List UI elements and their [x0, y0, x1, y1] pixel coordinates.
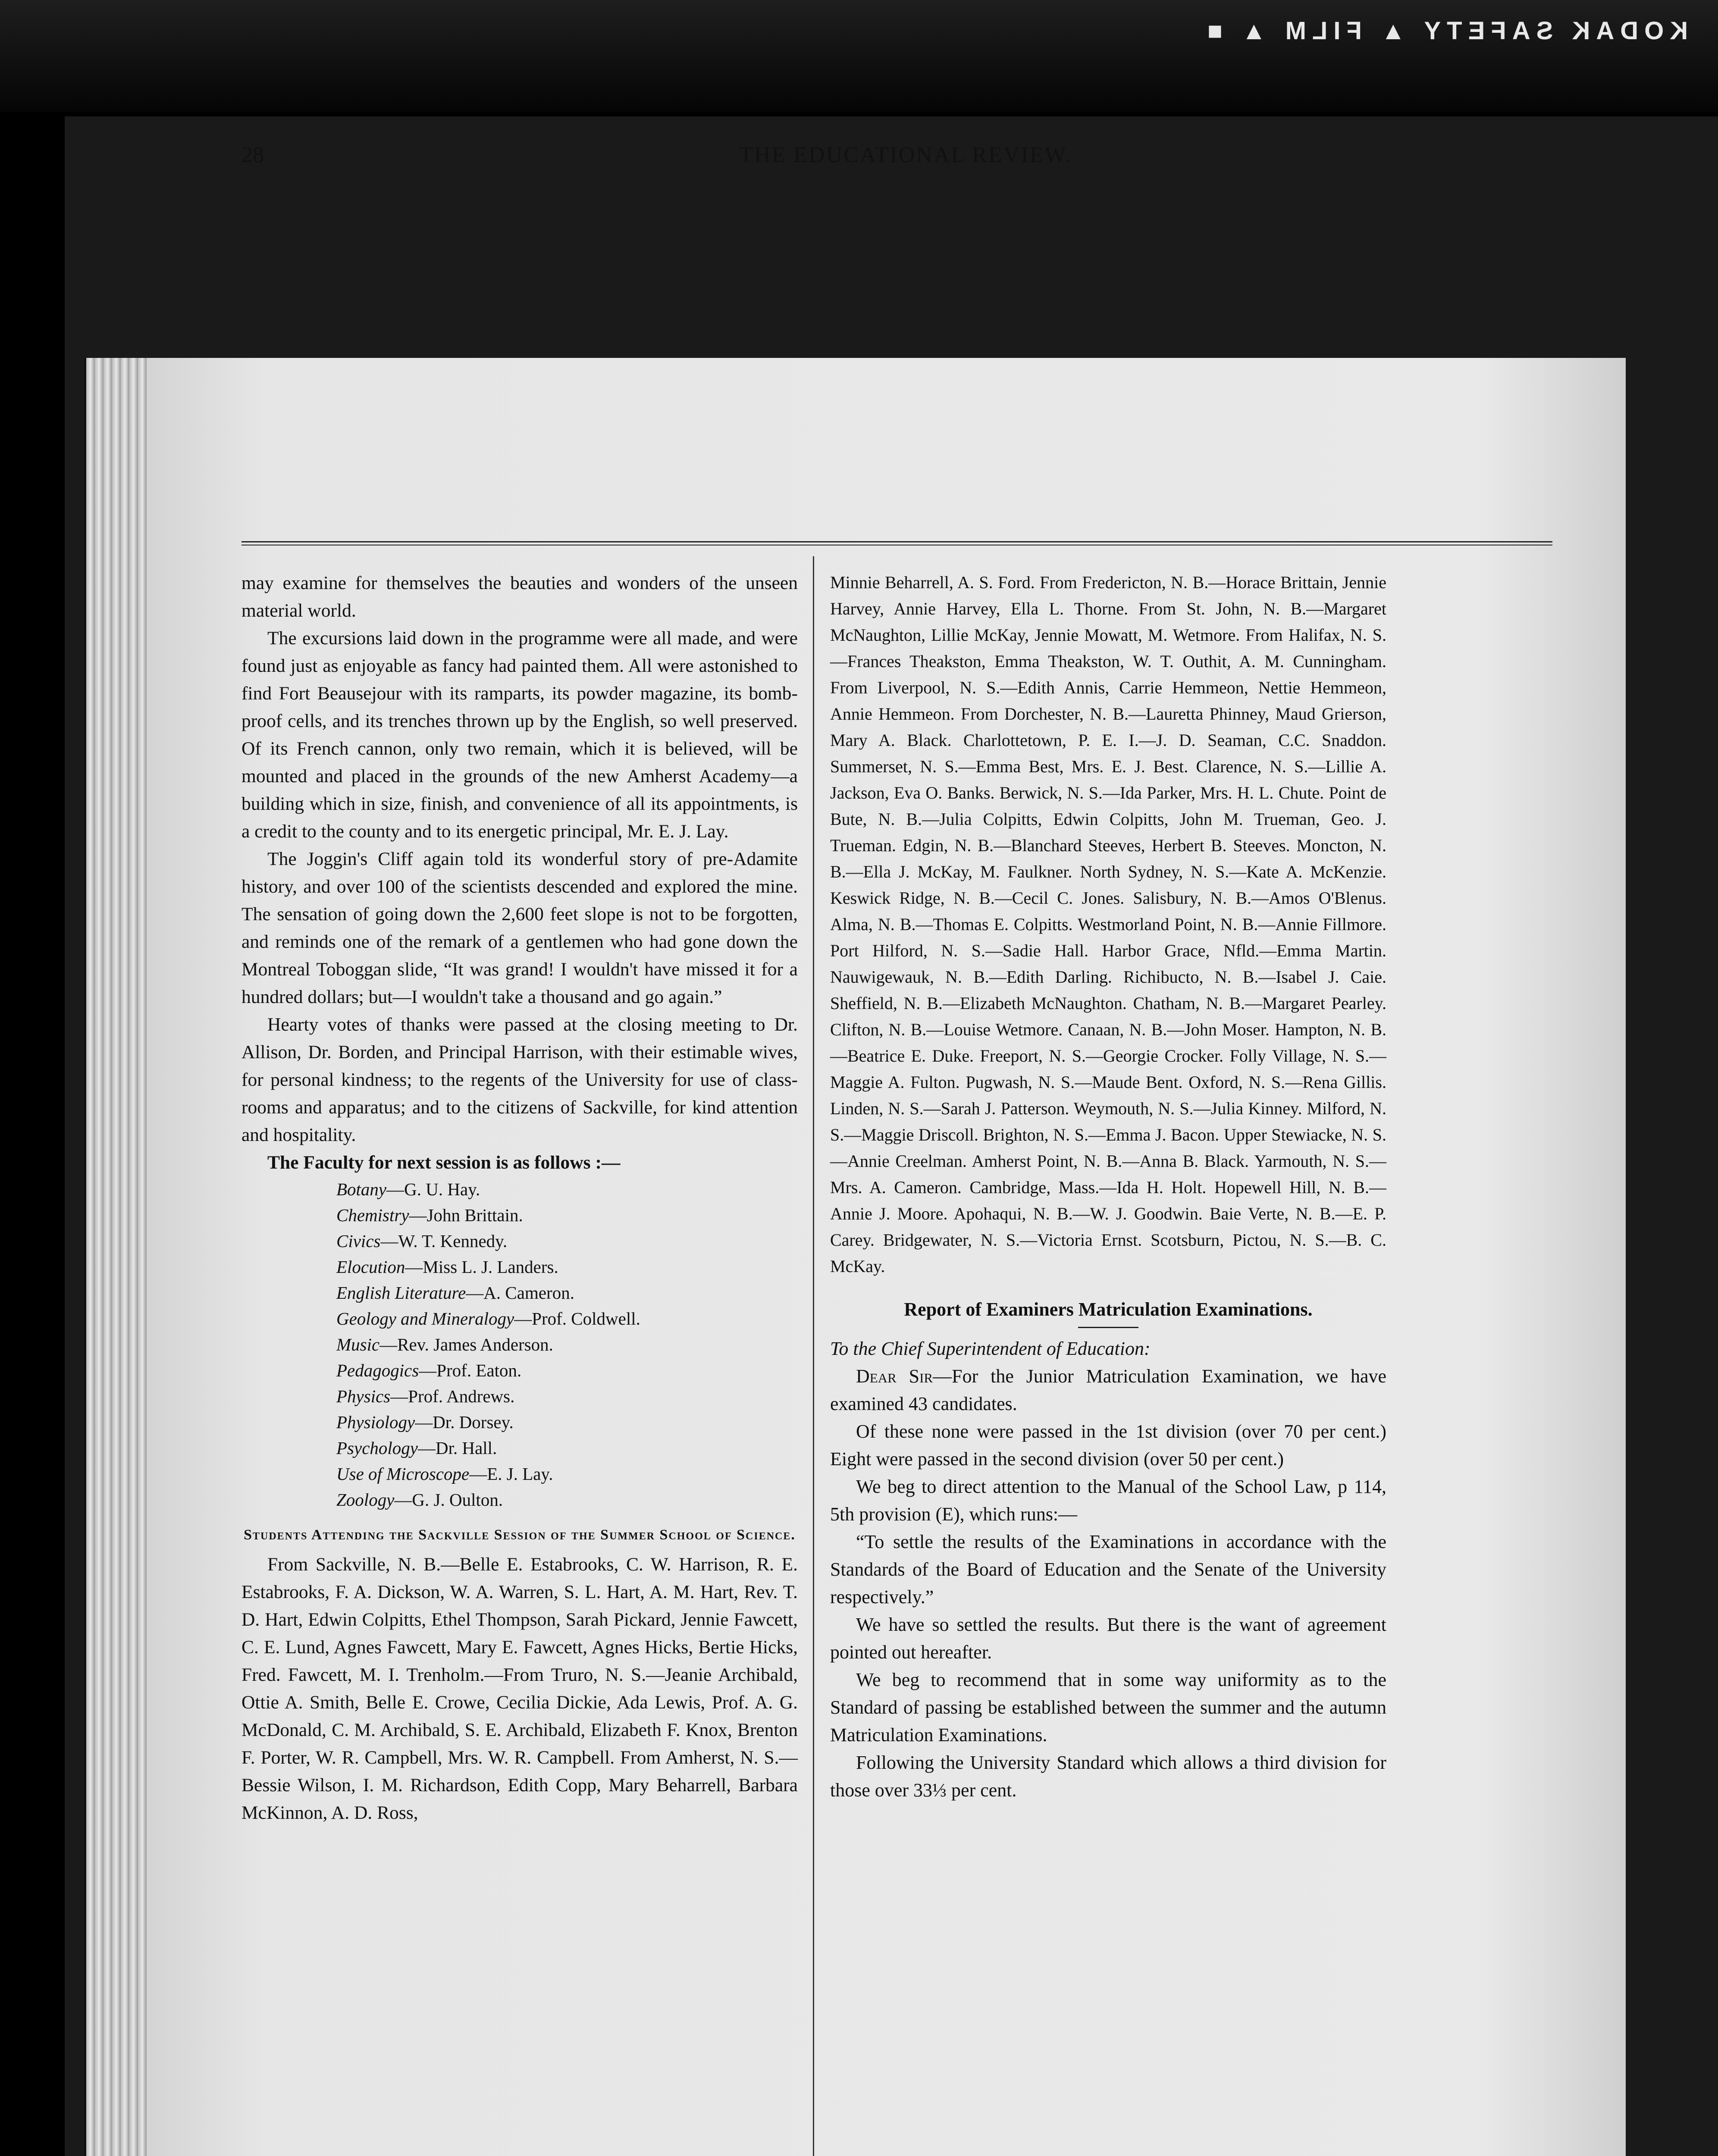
- faculty-title: The Faculty for next session is as follows :—: [267, 1152, 621, 1173]
- faculty-teacher: —Prof. Coldwell.: [514, 1309, 640, 1329]
- faculty-teacher: —A. Cameron.: [466, 1283, 574, 1303]
- faculty-subject: Psychology: [336, 1438, 418, 1458]
- film-edge-text: KODAK SAFETY ▲ FILM ▲ ■: [1201, 17, 1688, 45]
- report-paragraph: Following the University Standard which allows a third division for those over 33⅓ per cent.: [830, 1752, 1386, 1801]
- faculty-item: [336, 1357, 798, 1383]
- report-paragraph: We have so settled the results. But there is the want of agreement pointed out hereafter.: [830, 1614, 1386, 1663]
- faculty-teacher: —G. U. Hay.: [386, 1179, 480, 1199]
- faculty-subject: Zoology: [336, 1490, 395, 1510]
- faculty-teacher: —Rev. James Anderson.: [379, 1335, 553, 1354]
- running-title: THE EDUCATIONAL REVIEW.: [739, 143, 1072, 167]
- faculty-subject: Botany: [336, 1179, 387, 1199]
- report-paragraph: We beg to recommend that in some way uniformity as to the Standard of passing be established between the summer and the autumn Matriculation Examinations.: [830, 1669, 1386, 1745]
- faculty-subject: Civics: [336, 1231, 381, 1251]
- faculty-subject: Pedagogics: [336, 1360, 419, 1380]
- faculty-subject: Elocution: [336, 1257, 405, 1277]
- faculty-item: [336, 1176, 798, 1202]
- paragraph: Hearty votes of thanks were passed at the closing meeting to Dr. Allison, Dr. Borden, and Principal Harrison, with their estimable wives, for personal kindness; to the regents of the University for use of class-rooms and apparatus; and to the citizens of Sackville, for kind attention and hospitality.: [241, 1014, 798, 1145]
- faculty-teacher: —Miss L. J. Landers.: [405, 1257, 558, 1277]
- faculty-item: [336, 1383, 798, 1409]
- faculty-item: [336, 1306, 798, 1332]
- students-heading: Students Attending the Sackville Session of the Summer School of Science.: [244, 1527, 796, 1543]
- faculty-subject: Music: [336, 1335, 380, 1354]
- faculty-subject: Geology and Mineralogy: [336, 1309, 514, 1329]
- heading-rule: [1078, 1327, 1138, 1328]
- left-column: [241, 569, 798, 1827]
- page-header: [241, 142, 1570, 181]
- faculty-teacher: —E. J. Lay.: [469, 1464, 553, 1484]
- report-paragraph: Of these none were passed in the 1st division (over 70 per cent.) Eight were passed in the second division (over 50 per cent.): [830, 1421, 1386, 1470]
- faculty-item: [336, 1228, 798, 1254]
- faculty-item: [336, 1487, 798, 1513]
- greeting-rest: —For the Junior Matriculation Examination, we have examined 43 candidates.: [830, 1366, 1387, 1414]
- faculty-item: [336, 1254, 798, 1280]
- report-paragraph: “To settle the results of the Examinations in accordance with the Standards of the Board of Education and the Senate of the University respectively.”: [830, 1531, 1386, 1608]
- students-continued: Minnie Beharrell, A. S. Ford. From Fredericton, N. B.—Horace Brittain, Jennie Harvey, Annie Harvey, Ella L. Thorne. From St. John, N. B.—Margaret McNaughton, Lillie McKay, Jennie Mowatt, M. Wetmore. From Halifax, N. S.—Frances Theakston, Emma Theakston, W. T. Outhit, A. M. Cunningham. From Liverpool, N. S.—Edith Annis, Carrie Hemmeon, Nettie Hemmeon, Annie Hemmeon. From Dorchester, N. B.—Lauretta Phinney, Maud Grierson, Mary A. Black. Charlottetown, P. E. I.—J. D. Seaman, C.C. Snaddon. Summerset, N. S.—Emma Best, Mrs. E. J. Best. Clarence, N. S.—Lillie A. Jackson, Eva O. Banks. Berwick, N. S.—Ida Parker, Mrs. H. L. Chute. Point de Bute, N. B.—Julia Colpitts, Edwin Colpitts, John M. Trueman, Geo. J. Trueman. Edgin, N. B.—Blanchard Steeves, Herbert B. Steeves. Moncton, N. B.—Ella J. McKay, M. Faulkner. North Sydney, N. S.—Kate A. McKenzie. Keswick Ridge, N. B.—Cecil C. Jones. Salisbury, N. B.—Amos O'Blenus. Alma, N. B.—Thomas E. Colpitts. Westmorland Point, N. B.—Annie Fillmore. Port Hilford, N. S.—Sadie Hall. Harbor Grace, Nfld.—Emma Martin. Nauwigewauk, N. B.—Edith Darling. Richibucto, N. B.—Isabel J. Caie. Sheffield, N. B.—Elizabeth McNaughton. Chatham, N. B.—Margaret Pearley. Clifton, N. B.—Louise Wetmore. Canaan, N. B.—John Moser. Hampton, N. B.—Beatrice E. Duke. Freeport, N. S.—Georgie Crocker. Folly Village, N. S.—Maggie A. Fulton. Pugwash, N. S.—Maude Bent. Oxford, N. S.—Rena Gillis. Linden, N. S.—Sarah J. Patterson. Weymouth, N. S.—Julia Kinney. Milford, N. S.—Maggie Driscoll. Brighton, N. S.—Emma J. Bacon. Upper Stewiacke, N. S.—Annie Creelman. Amherst Point, N. B.—Anna B. Black. Yarmouth, N. S.—Mrs. A. Cameron. Cambridge, Mass.—Ida H. Holt. Hopewell Hill, N. B.—Annie J. Moore. Apohaqui, N. B.—W. J. Goodwin. Baie Verte, N. B.—E. P. Carey. Bridgewater, N. S.—Victoria Ernst. Scotsburn, Pictou, N. S.—B. C. McKay.: [830, 573, 1386, 1276]
- faculty-teacher: —W. T. Kennedy.: [380, 1231, 508, 1251]
- right-column: [830, 569, 1386, 1804]
- report-paragraph: We beg to direct attention to the Manual of the School Law, p 114, 5th provision (E), which runs:—: [830, 1476, 1386, 1525]
- report-address: To the Chief Superintendent of Education:: [830, 1338, 1151, 1359]
- paragraph: The excursions laid down in the programme were all made, and were found just as enjoyable as fancy had painted them. All were astonished to find Fort Beausejour with its ramparts, its powder magazine, its bomb-proof cells, and its trenches thrown up by the English, so well preserved. Of its French cannon, only two remain, which it is believed, will be mounted and placed in the grounds of the new Amherst Academy—a building which in size, finish, and convenience of all its appointments, is a credit to the county and to its energetic principal, Mr. E. J. Lay.: [241, 628, 798, 842]
- column-divider: [813, 556, 814, 2156]
- faculty-item: [336, 1202, 798, 1228]
- faculty-subject: Use of Microscope: [336, 1464, 470, 1484]
- faculty-teacher: —Dr. Hall.: [417, 1438, 497, 1458]
- faculty-item: [336, 1409, 798, 1435]
- faculty-teacher: —John Brittain.: [409, 1205, 523, 1225]
- faculty-subject: English Literature: [336, 1283, 466, 1303]
- students-text: From Sackville, N. B.—Belle E. Estabrooks, C. W. Harrison, R. E. Estabrooks, F. A. Dickson, W. A. Warren, S. L. Hart, A. M. Hart, Rev. T. D. Hart, Edwin Colpitts, Ethel Thompson, Sarah Pickard, Jennie Fawcett, C. E. Lund, Agnes Fawcett, Mary E. Fawcett, Agnes Hicks, Bertie Hicks, Fred. Fawcett, M. I. Trenholm.—From Truro, N. S.—Jeanie Archibald, Ottie A. Smith, Belle E. Crowe, Cecilia Dickie, Ada Lewis, Prof. A. G. McDonald, C. M. Archibald, S. E. Archibald, Elizabeth F. Knox, Brenton F. Porter, W. R. Campbell, Mrs. W. R. Campbell. From Amherst, N. S.—Bessie Wilson, I. M. Richardson, Edith Copp, Mary Beharrell, Barbara McKinnon, A. D. Ross,: [241, 1554, 798, 1823]
- report-body: [830, 1335, 1386, 1804]
- faculty-item: [336, 1435, 798, 1461]
- faculty-item: [336, 1332, 798, 1357]
- faculty-subject: Physics: [336, 1386, 391, 1406]
- film-edge: [0, 0, 1718, 112]
- faculty-subject: Chemistry: [336, 1205, 409, 1225]
- faculty-teacher: —G. J. Oulton.: [394, 1490, 503, 1510]
- book-binding: [86, 358, 147, 2156]
- faculty-list: [241, 1176, 798, 1513]
- paragraph: The Joggin's Cliff again told its wonderful story of pre-Adamite history, and over 100 of the scientists descended and explored the mine. The sensation of going down the 2,600 feet slope is not to be forgotten, and reminds one of the remark of a gentlemen who had gone down the Montreal Toboggan slide, “It was grand! I wouldn't have missed it for a hundred dollars; but—I wouldn't take a thousand and go again.”: [241, 849, 798, 1007]
- faculty-teacher: —Dr. Dorsey.: [415, 1412, 514, 1432]
- paragraph: may examine for themselves the beauties and wonders of the unseen material world.: [241, 573, 798, 621]
- header-rule: [241, 541, 1552, 542]
- report-greeting: [830, 1363, 1386, 1418]
- faculty-subject: Physiology: [336, 1412, 415, 1432]
- greeting-lead: Dear Sir: [856, 1366, 933, 1387]
- page-number: 28: [241, 143, 264, 167]
- faculty-item: [336, 1461, 798, 1487]
- faculty-teacher: —Prof. Eaton.: [419, 1360, 522, 1380]
- faculty-teacher: —Prof. Andrews.: [390, 1386, 515, 1406]
- report-heading: Report of Examiners Matriculation Examinations.: [904, 1299, 1313, 1320]
- faculty-item: [336, 1280, 798, 1306]
